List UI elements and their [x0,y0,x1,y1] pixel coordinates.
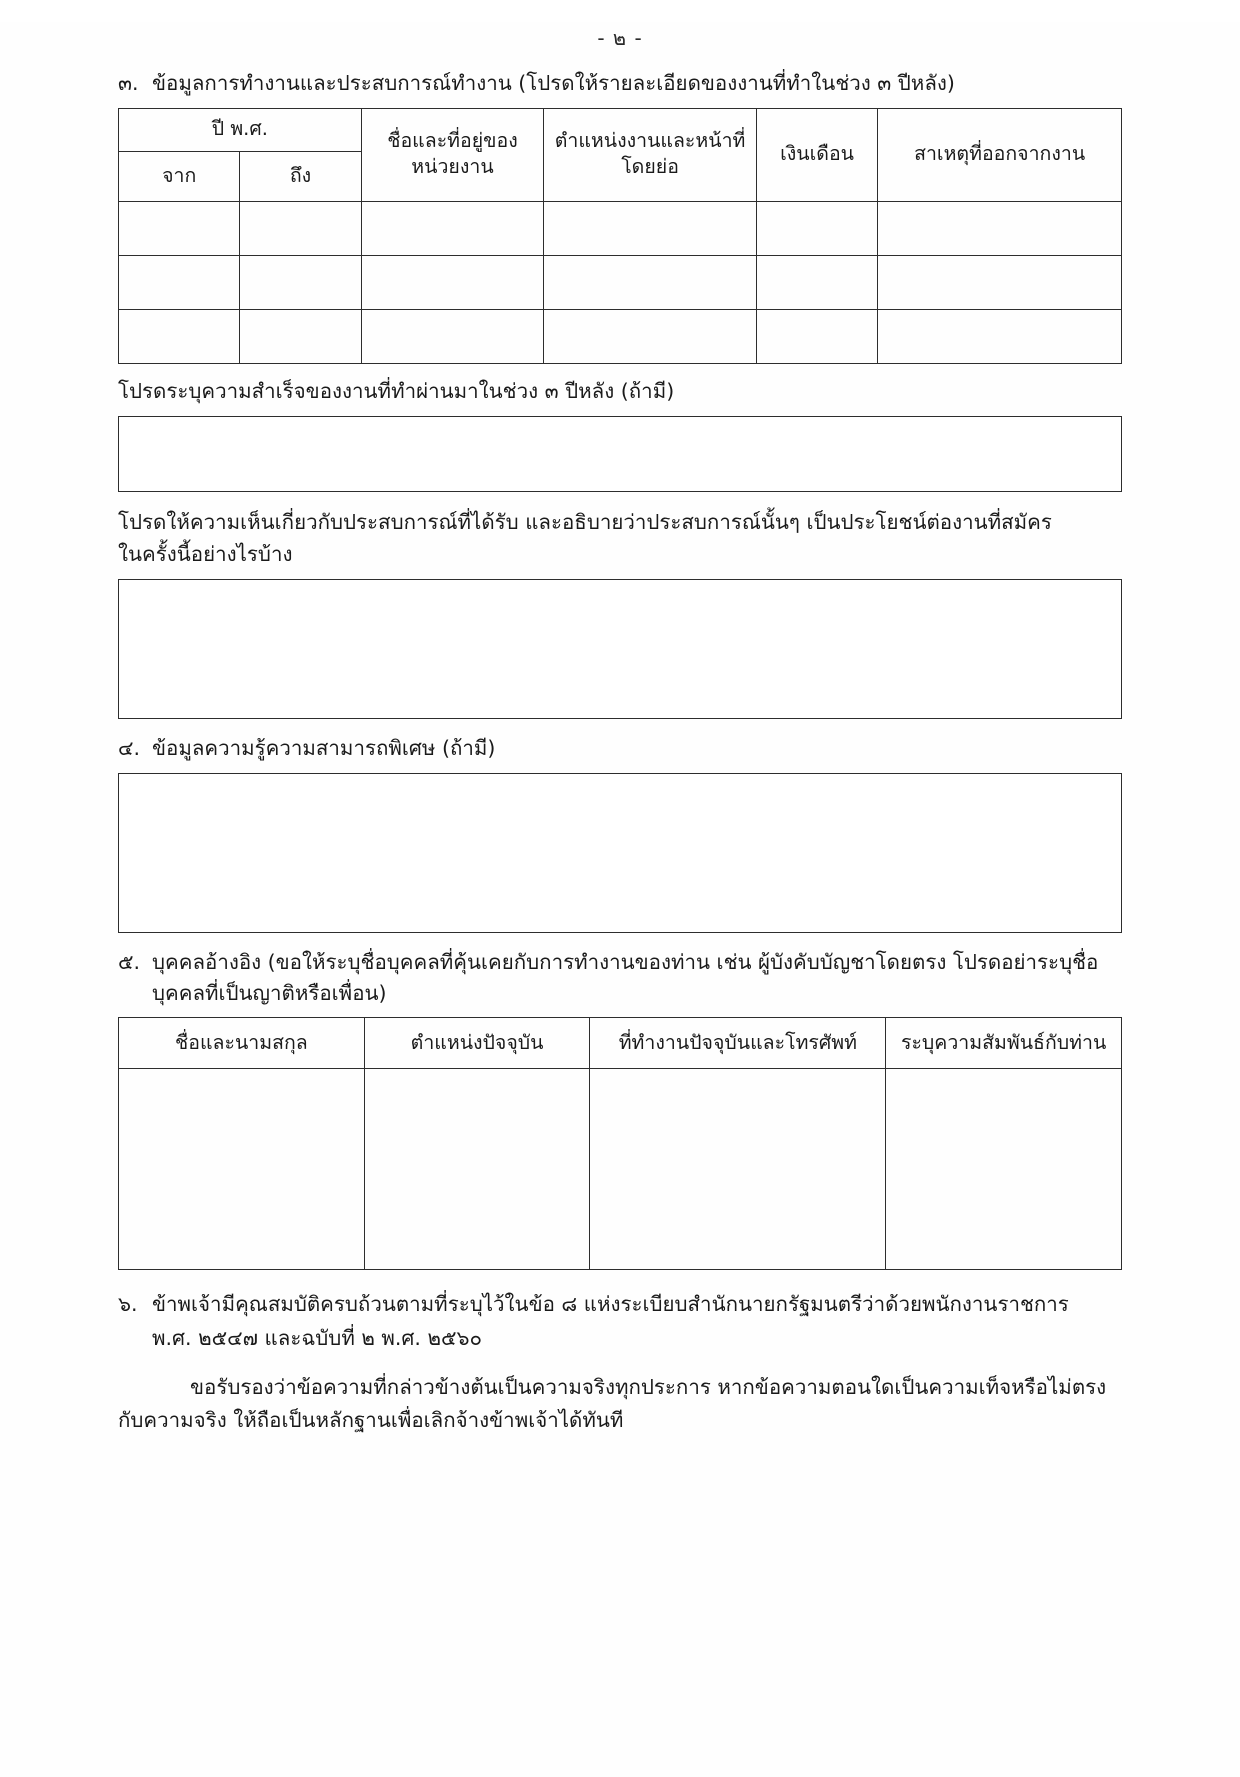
section-number-6: ๖. [118,1292,138,1317]
experience-opinion-prompt [118,506,1122,572]
references-table-head [119,1018,1122,1069]
cell-year-from[interactable] [119,309,240,363]
column-header-ref-relationship [886,1018,1122,1069]
section-heading-references [118,947,1122,1009]
section-number-3: ๓. [118,71,139,95]
page-content [0,68,1240,1437]
certification-statement [118,1371,1122,1437]
cell-position[interactable] [544,255,757,309]
cell-position[interactable] [544,201,757,255]
column-header-year-from-label: จาก [162,163,197,187]
cell-year-to[interactable] [240,255,361,309]
qualification-line1: ข้าพเจ้ามีคุณสมบัติครบถ้วนตามที่ระบุไว้ในข้อ ๘ แห่งระเบียบสำนักนายกรัฐมนตรีว่าด้วยพนักงานราชการ [152,1292,1069,1317]
cell-salary[interactable] [756,201,877,255]
cell-org[interactable] [361,309,544,363]
cell-reason-leaving[interactable] [878,255,1122,309]
cell-org[interactable] [361,201,544,255]
special-skills-input[interactable] [118,773,1122,933]
cell-salary[interactable] [756,255,877,309]
cell-reason-leaving[interactable] [878,201,1122,255]
experience-opinion-prompt-line1: โปรดให้ความเห็นเกี่ยวกับประสบการณ์ที่ได้รับ และอธิบายว่าประสบการณ์นั้นๆ เป็นประโยชน์ต่องานที่สมัคร [118,509,1052,534]
cell-ref-workplace-phone[interactable] [590,1069,886,1270]
column-header-position-label: ตำแหน่งงานและหน้าที่โดยย่อ [554,128,746,179]
table-row[interactable] [119,201,1122,255]
section-title-3: ข้อมูลการทำงานและประสบการณ์ทำงาน (โปรดให้รายละเอียดของงานที่ทำในช่วง ๓ ปีหลัง) [152,71,955,95]
experience-opinion-input[interactable] [118,579,1122,719]
column-header-ref-relationship-label: ระบุความสัมพันธ์กับท่าน [900,1031,1107,1055]
column-header-salary [756,108,877,201]
section-title-5-line2: บุคคลที่เป็นญาติหรือเพื่อน) [152,980,387,1005]
qualification-statement [118,1288,1122,1354]
references-table [118,1017,1122,1270]
cell-ref-name[interactable] [119,1069,365,1270]
column-header-ref-position [364,1018,590,1069]
column-header-year-to-label: ถึง [289,163,312,187]
table-row[interactable] [119,309,1122,363]
cell-position[interactable] [544,309,757,363]
section-number-4: ๔. [118,736,141,761]
work-experience-table [118,108,1122,364]
experience-opinion-prompt-line2: ในครั้งนี้อย่างไรบ้าง [118,542,293,567]
achievement-input[interactable] [118,416,1122,492]
section-heading-work-experience [118,68,1122,99]
certification-line2: กับความจริง ให้ถือเป็นหลักฐานเพื่อเลิกจ้างข้าพเจ้าได้ทันที [118,1407,624,1432]
column-header-ref-position-label: ตำแหน่งปัจจุบัน [410,1031,544,1055]
cell-reason-leaving[interactable] [878,309,1122,363]
section-title-4: ข้อมูลความรู้ความสามารถพิเศษ (ถ้ามี) [152,736,496,761]
column-header-year-group [119,108,362,151]
references-header-row [119,1018,1122,1069]
section-title-5 [152,947,1122,1009]
work-experience-table-head [119,108,1122,201]
cell-year-to[interactable] [240,309,361,363]
column-header-org [361,108,544,201]
cell-ref-position[interactable] [364,1069,590,1270]
section-title-5-line1: บุคคลอ้างอิง (ขอให้ระบุชื่อบุคคลที่คุ้นเคยกับการทำงานของท่าน เช่น ผู้บังคับบัญชาโดยตรง โปรดอย่าระบุชื่อ [152,949,1099,974]
achievement-prompt: โปรดระบุความสำเร็จของงานที่ทำผ่านมาในช่วง ๓ ปีหลัง (ถ้ามี) [118,378,675,403]
document-page [0,22,1240,1777]
column-header-year-to [240,152,361,202]
column-header-year-from [119,152,240,202]
column-header-ref-workplace-phone [590,1018,886,1069]
column-header-ref-workplace-phone-label: ที่ทำงานปัจจุบันและโทรศัพท์ [618,1031,857,1055]
column-header-reason-leaving-label: สาเหตุที่ออกจากงาน [914,142,1086,166]
cell-salary[interactable] [756,309,877,363]
certification-line1: ขอรับรองว่าข้อความที่กล่าวข้างต้นเป็นความจริงทุกประการ หากข้อความตอนใดเป็นความเท็จหรือไม่ตรง [190,1374,1107,1399]
table-header-row-group [119,108,1122,151]
qualification-line1-wrap [118,1288,1122,1321]
references-table-body [119,1069,1122,1270]
qualification-line2: พ.ศ. ๒๕๔๗ และฉบับที่ ๒ พ.ศ. ๒๕๖๐ [152,1325,483,1350]
column-header-org-label: ชื่อและที่อยู่ของหน่วยงาน [387,128,518,179]
column-header-year-group-label: ปี พ.ศ. [211,117,268,141]
cell-year-from[interactable] [119,201,240,255]
column-header-ref-name [119,1018,365,1069]
cell-year-from[interactable] [119,255,240,309]
column-header-position [544,108,757,201]
section-heading-special-skills [118,733,1122,764]
cell-org[interactable] [361,255,544,309]
cell-year-to[interactable] [240,201,361,255]
column-header-reason-leaving [878,108,1122,201]
column-header-salary-label: เงินเดือน [780,142,854,166]
table-row[interactable] [119,255,1122,309]
page-number: - ๒ - [597,26,643,50]
table-row[interactable] [119,1069,1122,1270]
section-number-5: ๕. [118,949,141,974]
work-experience-table-body [119,201,1122,363]
column-header-ref-name-label: ชื่อและนามสกุล [175,1031,308,1055]
cell-ref-relationship[interactable] [886,1069,1122,1270]
